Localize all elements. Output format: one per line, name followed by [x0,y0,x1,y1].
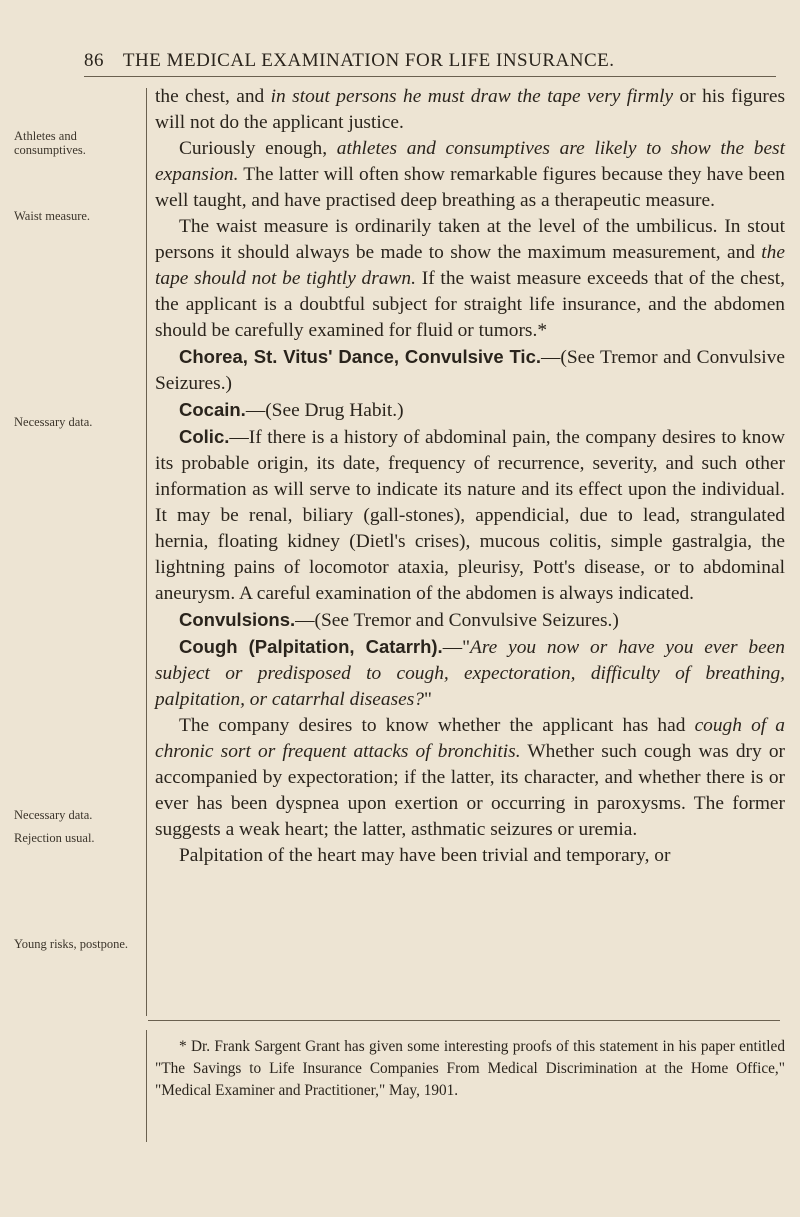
paragraph: The company desires to know whether the applicant has had cough of a chronic sort or frequent attacks of bronchitis. Whether such cough was dry or accompanied by expectoration; if the latter, its character, and whether there is or ever has been dyspnea upon exertion or occurring in paroxysms. The former suggests a weak heart; the latter, asthmatic seizures or uremia. [155,715,785,840]
paragraph: Palpitation of the heart may have been trivial and temporary, or [179,845,671,866]
margin-note-rejection: Rejection usual. [14,831,95,845]
entry-chorea: Chorea, St. Vitus' Dance, Convulsive Tic.—(See Tremor and Convulsive Seizures.) [155,346,785,394]
margin-note-waist: Waist measure. [14,209,91,223]
entry-cocain: Cocain.—(See Drug Habit.) [179,399,404,421]
margin-note-athletes: Athletes and consumptives. [14,129,86,157]
footnote-margin-rule [146,1030,147,1142]
entry-heading: Convulsions. [179,609,296,630]
margin-note-necessary-data: Necessary data. [14,415,93,429]
paragraph: The waist measure is ordinarily taken at the level of the umbilicus. In stout persons it should always be made to show the maximum measurement, and the tape should not be tightly drawn. If the waist measure exceeds that of the chest, the applicant is a doubtful subject for straight life insurance, and the abdomen should be carefully examined for fluid or tumors.* [155,216,785,341]
page-number: 86 [84,50,104,71]
entry-heading: Colic. [179,426,230,447]
body-text [155,84,785,869]
margin-note-young-risks: Young risks, postpone. [14,937,129,951]
entry-heading: Chorea, St. Vitus' Dance, Convulsive Tic. [179,346,541,367]
footnote-text: * Dr. Frank Sargent Grant has given some interesting proofs of this statement in his paper entitled "The Savings to Life Insurance Companies From Medical Discrimination at the Home Office," "Medical Examiner and Practitioner," May, 1901. [155,1038,785,1099]
entry-heading: Cough (Palpitation, Catarrh). [179,636,443,657]
entry-colic: Colic.—If there is a history of abdominal pain, the company desires to know its probable origin, its date, frequency of recurrence, severity, and such other information as will serve to indicate its nature and its effect upon the individual. It may be renal, biliary (gall-stones), appendicial, due to lead, strangulated hernia, floating kidney (Dietl's crises), mucous colitis, simple gastralgia, the lightning pains of locomotor ataxia, pleurisy, Pott's disease, or to abdominal aneurysm. A careful examination of the abdomen is always indicated. [155,426,785,604]
margin-note-necessary-data-2: Necessary data. [14,808,93,822]
paragraph: the chest, and in stout persons he must draw the tape very firmly or his figures will not do the applicant justice. [155,86,785,133]
running-title: THE MEDICAL EXAMINATION FOR LIFE INSURANCE. [122,50,615,71]
entry-convulsions: Convulsions.—(See Tremor and Convulsive Seizures.) [179,609,619,631]
entry-cough: Cough (Palpitation, Catarrh).—"Are you now or have you ever been subject or predisposed to cough, expectoration, difficulty of breathing, palpitation, or catarrhal diseases?" [155,636,785,710]
footnote-rule [148,1020,780,1021]
running-header [84,50,776,77]
footnote [155,1036,785,1102]
paragraph: Curiously enough, athletes and consumptives are likely to show the best expansion. The latter will often show remarkable figures because they have been well taught, and have practised deep breathing as a therapeutic measure. [155,138,785,211]
margin-rule [146,88,147,1016]
entry-heading: Cocain. [179,399,246,420]
